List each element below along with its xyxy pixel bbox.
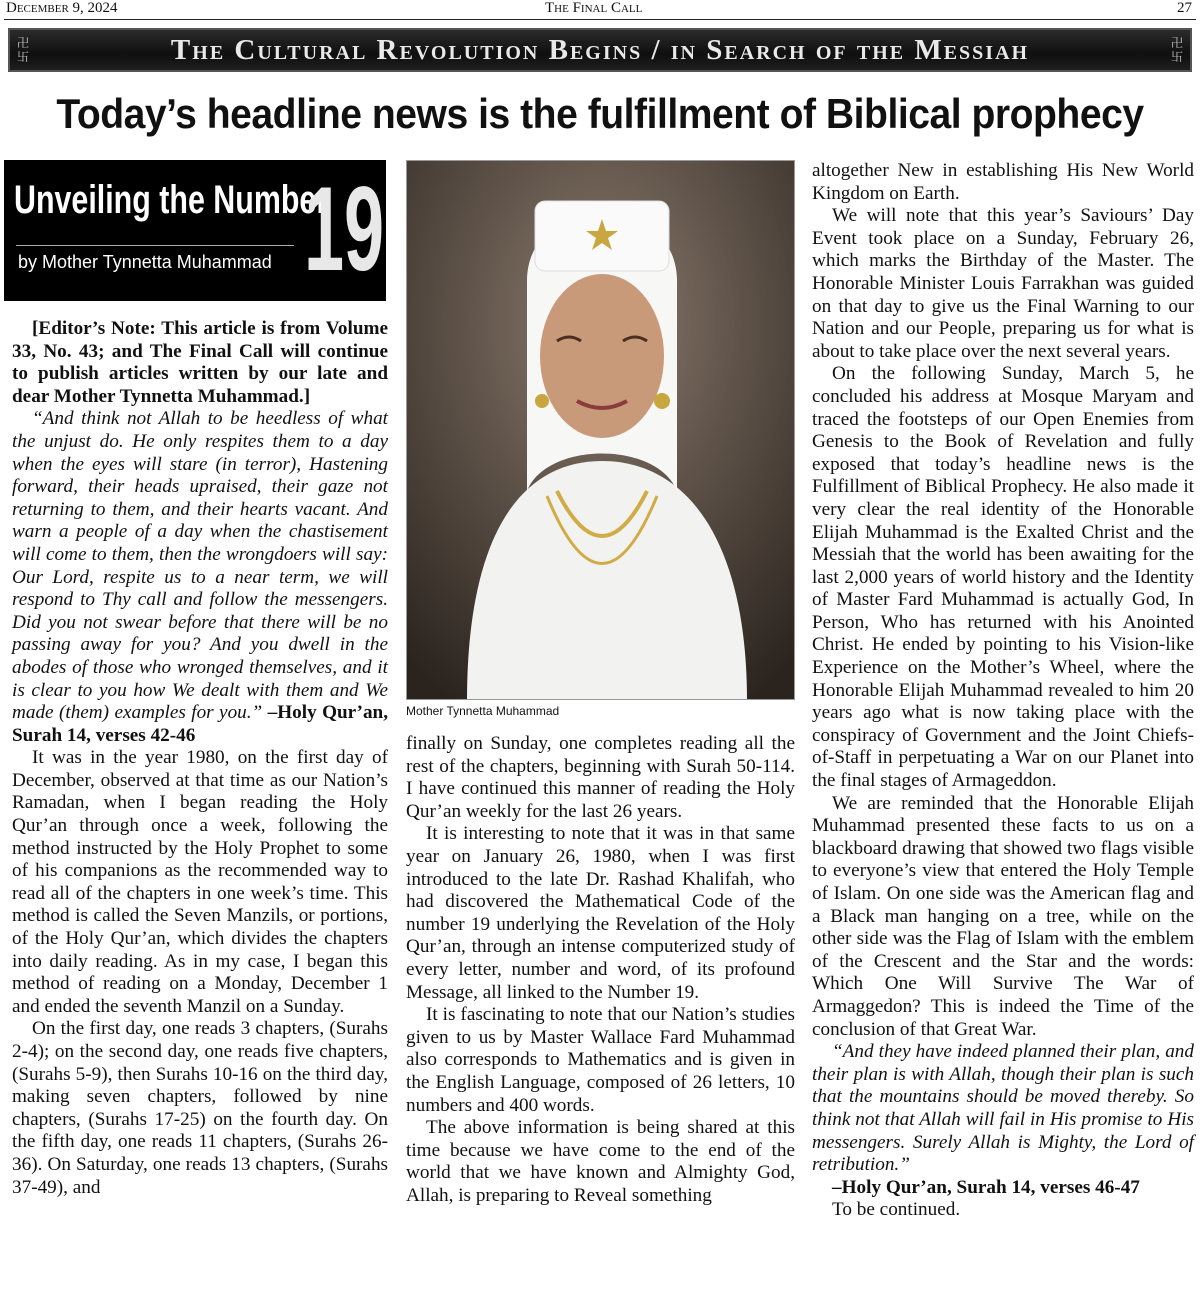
paragraph: We will note that this year’s Saviours’ Day Event took place on a Sunday, February 26, which marks the Birthday of the Master. The Honorable Minister Louis Farrakhan was guided on that day to give us the Final Warning to our Nation and our People, preparing us for what is about to take place over the next several years.: [812, 205, 1194, 362]
headline: Today’s headline news is the fulfillment of Biblical prophecy: [56, 90, 1144, 137]
article-column-3: [812, 160, 1194, 1222]
paragraph: altogether New in establishing His New World Kingdom on Earth.: [812, 160, 1194, 204]
portrait-photo: [406, 160, 795, 700]
opening-quote: [12, 408, 388, 747]
publication-name: The Final Call: [545, 0, 643, 16]
photo-caption: Mother Tynnetta Muhammad: [406, 704, 560, 718]
paragraph: On the following Sunday, March 5, he concluded his address at Mosque Maryam and traced the footsteps of our Open Enemies from Genesis to the Book of Revelation and fully exposed that today’s headline news is the Fulfillment of Biblical Prophecy. He also made it very clear the real identity of the Honorable Elijah Muhammad is the Exalted Christ and the Messiah that the world has been awaiting for the last 2,000 years of world history and the Identity of Master Fard Muhammad is actually God, In Person, Who has returned with his Anointed Christ. He ended by pointing to his Vision-like Experience on the Mother’s Wheel, where the Honorable Elijah Muhammad revealed to him 20 years ago what is now taking place with the conspiracy of Government and the Joint Chiefs-of-Staff in perpetuating a War on our Planet into the final stages of Armageddon.: [812, 363, 1194, 792]
portrait-illustration: [407, 161, 795, 700]
quote-source: –Holy Qur’an, Surah 14, verses 42-46: [12, 702, 388, 746]
page-folio: [0, 0, 1200, 18]
column-logo-title: Unveiling the Number: [14, 178, 329, 222]
continued-note: To be continued.: [832, 1199, 961, 1221]
paragraph: It is interesting to note that it was in that same year on January 26, 1980, when I was first introduced to the late Dr. Rashad Khalifah, who had discovered the Mathematical Code of the number 19 underlying the Revelation of the Holy Qur’an, through an intense computerized study of every letter, number and word, of its profound Message, all linked to the Number 19.: [406, 823, 795, 1003]
paragraph: It was in the year 1980, on the first day of December, observed at that time as our Nation’s Ramadan, when I began reading the Holy Qur’an through once a week, following the method instructed by the Holy Prophet to some of his companions as the recommended way to read all of the chapters in one week’s time. This method is called the Seven Manzils, or portions, of the Holy Qur’an, which divides the chapters into daily reading. As in my case, I began this method of reading on a Monday, December 1 and ended the seventh Manzil on a Sunday.: [12, 747, 388, 1017]
column-logo-number: 19: [304, 162, 385, 296]
ornament-icon: 卍 卐: [1170, 36, 1183, 64]
issue-date: December 9, 2024: [6, 0, 118, 16]
page-number: 27: [1177, 0, 1192, 16]
paragraph: On the first day, one reads 3 chapters, (Surahs 2-4); on the second day, one reads five chapters, (Surahs 5-9), then Surahs 10-16 on the third day, making seven chapters, followed by nine chapters, (Surahs 17-25) on the fourth day. On the fifth day, one reads 11 chapters, (Surahs 26-36). On Saturday, one reads 13 chapters, (Surahs 37-49), and: [12, 1018, 388, 1198]
folio-divider: [4, 19, 1196, 20]
article-column-2: [406, 733, 795, 1207]
closing-quote-source: –Holy Qur’an, Surah 14, verses 46-47: [832, 1176, 1140, 1198]
logo-rule: [16, 245, 294, 246]
article-column-1: [12, 318, 388, 1199]
editor-note: [Editor’s Note: This article is from Volume 33, No. 43; and The Final Call will continue to publish articles written by our late and dear Mother Tynnetta Muhammad.]: [12, 318, 388, 407]
column-logo-byline: by Mother Tynnetta Muhammad: [18, 252, 272, 272]
column-logo: [4, 160, 386, 301]
closing-quote: “And they have indeed planned their plan, and their plan is with Allah, though their plan is such that the mountains should be moved thereby. So think not that Allah will fail in His promise to His messengers. Surely Allah is Mighty, the Lord of retribution.”: [812, 1041, 1194, 1176]
paragraph: The above information is being shared at this time because we have come to the end of the world that we have known and Almighty God, Allah, is preparing to Reveal something: [406, 1117, 795, 1206]
section-banner: [8, 28, 1192, 72]
banner-title: The Cultural Revolution Begins / in Search of the Messiah: [170, 34, 1030, 66]
quote-text: “And think not Allah to be heedless of what the unjust do. He only respites them to a day when the eyes will stare (in terror), Hastening forward, their heads upraised, their gaze not returning to them, and their hearts vacant. And warn a people of a day when the chastisement will come to them, then the wrongdoers will say: Our Lord, respite us to a near term, we will respond to Thy call and follow the messengers. Did you not swear before that there will be no passing away for you? And you dwell in the abodes of those who wronged themselves, and it is clear to you how We dealt with them and We made (them) examples for you.”: [12, 408, 388, 724]
paragraph: It is fascinating to note that our Nation’s studies given to us by Master Wallace Fard Muhammad also corresponds to Mathematics and is given in the English Language, composed of 26 letters, 10 numbers and 400 words.: [406, 1004, 795, 1116]
paragraph: We are reminded that the Honorable Elijah Muhammad presented these facts to us on a blackboard drawing that showed two flags visible to everyone’s view that entered the Holy Temple of Islam. On one side was the American flag and a Black man hanging on a tree, while on the other side was the Flag of Islam with the emblem of the Crescent and the Star and the words: Which One Will Survive The War of Armaggedon? This is indeed the Time of the conclusion of that Great War.: [812, 792, 1194, 1040]
paragraph: finally on Sunday, one completes reading all the rest of the chapters, beginning with Surah 50-114. I have continued this manner of reading the Holy Qur’an weekly for the last 26 years.: [406, 733, 795, 822]
ornament-icon: 卍 卐: [16, 36, 29, 64]
